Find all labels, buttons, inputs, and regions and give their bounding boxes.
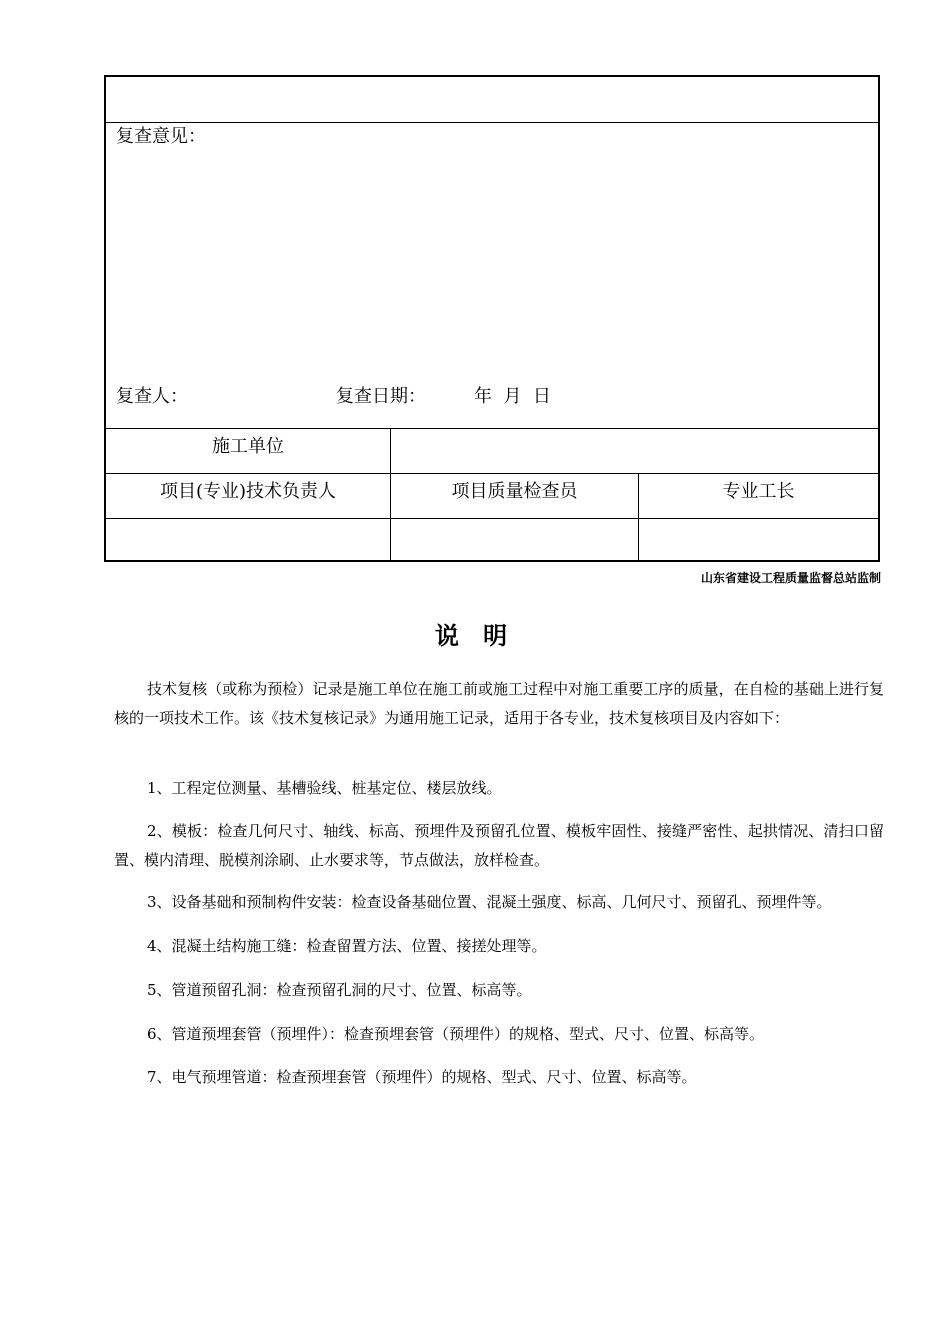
list-item: 1、工程定位测量、基槽验线、桩基定位、楼层放线。 [147, 779, 502, 797]
construction-unit-label-cell [106, 429, 390, 473]
construction-unit-row [106, 429, 878, 474]
quality-inspector-signature-cell[interactable] [390, 519, 638, 562]
signatory-header-row [106, 474, 878, 519]
signature-row [106, 519, 878, 562]
quality-inspector-header: 项目质量检查员 [451, 481, 578, 502]
reviewer-label: 复查人： [116, 386, 188, 407]
blank-top-row [106, 77, 878, 123]
review-date-label: 复查日期： [336, 386, 426, 407]
review-date-units: 年 月 日 [474, 386, 551, 407]
quality-inspector-header-cell [390, 474, 638, 518]
list-item: 5、管道预留孔洞：检查预留孔洞的尺寸、位置、标高等。 [147, 981, 532, 999]
foreman-header-cell [638, 474, 878, 518]
list-item: 7、电气预埋管道：检查预埋套管（预埋件）的规格、型式、尺寸、位置、标高等。 [147, 1068, 697, 1086]
list-item: 4、混凝土结构施工缝：检查留置方法、位置、接搓处理等。 [147, 937, 547, 955]
review-opinion-label: 复查意见： [116, 126, 206, 147]
review-opinion-row [106, 123, 878, 429]
list-item: 2、模板：检查几何尺寸、轴线、标高、预埋件及预留孔位置、模板牢固性、接缝严密性、起拱情况、清扫口留置、模内清理、脱模剂涂刷、止水要求等，节点做法，放样检查。 [114, 822, 884, 869]
intro-paragraph: 技术复核（或称为预检）记录是施工单位在施工前或施工过程中对施工重要工序的质量，在自检的基础上进行复核的一项技术工作。该《技术复核记录》为通用施工记录，适用于各专业，技术复核项目及内容如下： [114, 680, 884, 727]
construction-unit-value-cell[interactable] [390, 429, 878, 473]
list-item: 3、设备基础和预制构件安装：检查设备基础位置、混凝土强度、标高、几何尺寸、预留孔、预埋件等。 [147, 893, 832, 911]
foreman-signature-cell[interactable] [638, 519, 878, 562]
construction-unit-label: 施工单位 [212, 436, 284, 457]
supervisor-note: 山东省建设工程质量监督总站监制 [700, 571, 881, 585]
list-item: 6、管道预埋套管（预埋件）：检查预埋套管（预埋件）的规格、型式、尺寸、位置、标高等。 [147, 1025, 765, 1043]
review-form-table [104, 75, 880, 562]
tech-lead-header: 项目(专业)技术负责人 [159, 481, 337, 502]
tech-lead-header-cell [106, 474, 390, 518]
foreman-header: 专业工长 [722, 481, 795, 502]
tech-lead-signature-cell[interactable] [106, 519, 390, 562]
page-title: 说 明 [434, 622, 516, 650]
